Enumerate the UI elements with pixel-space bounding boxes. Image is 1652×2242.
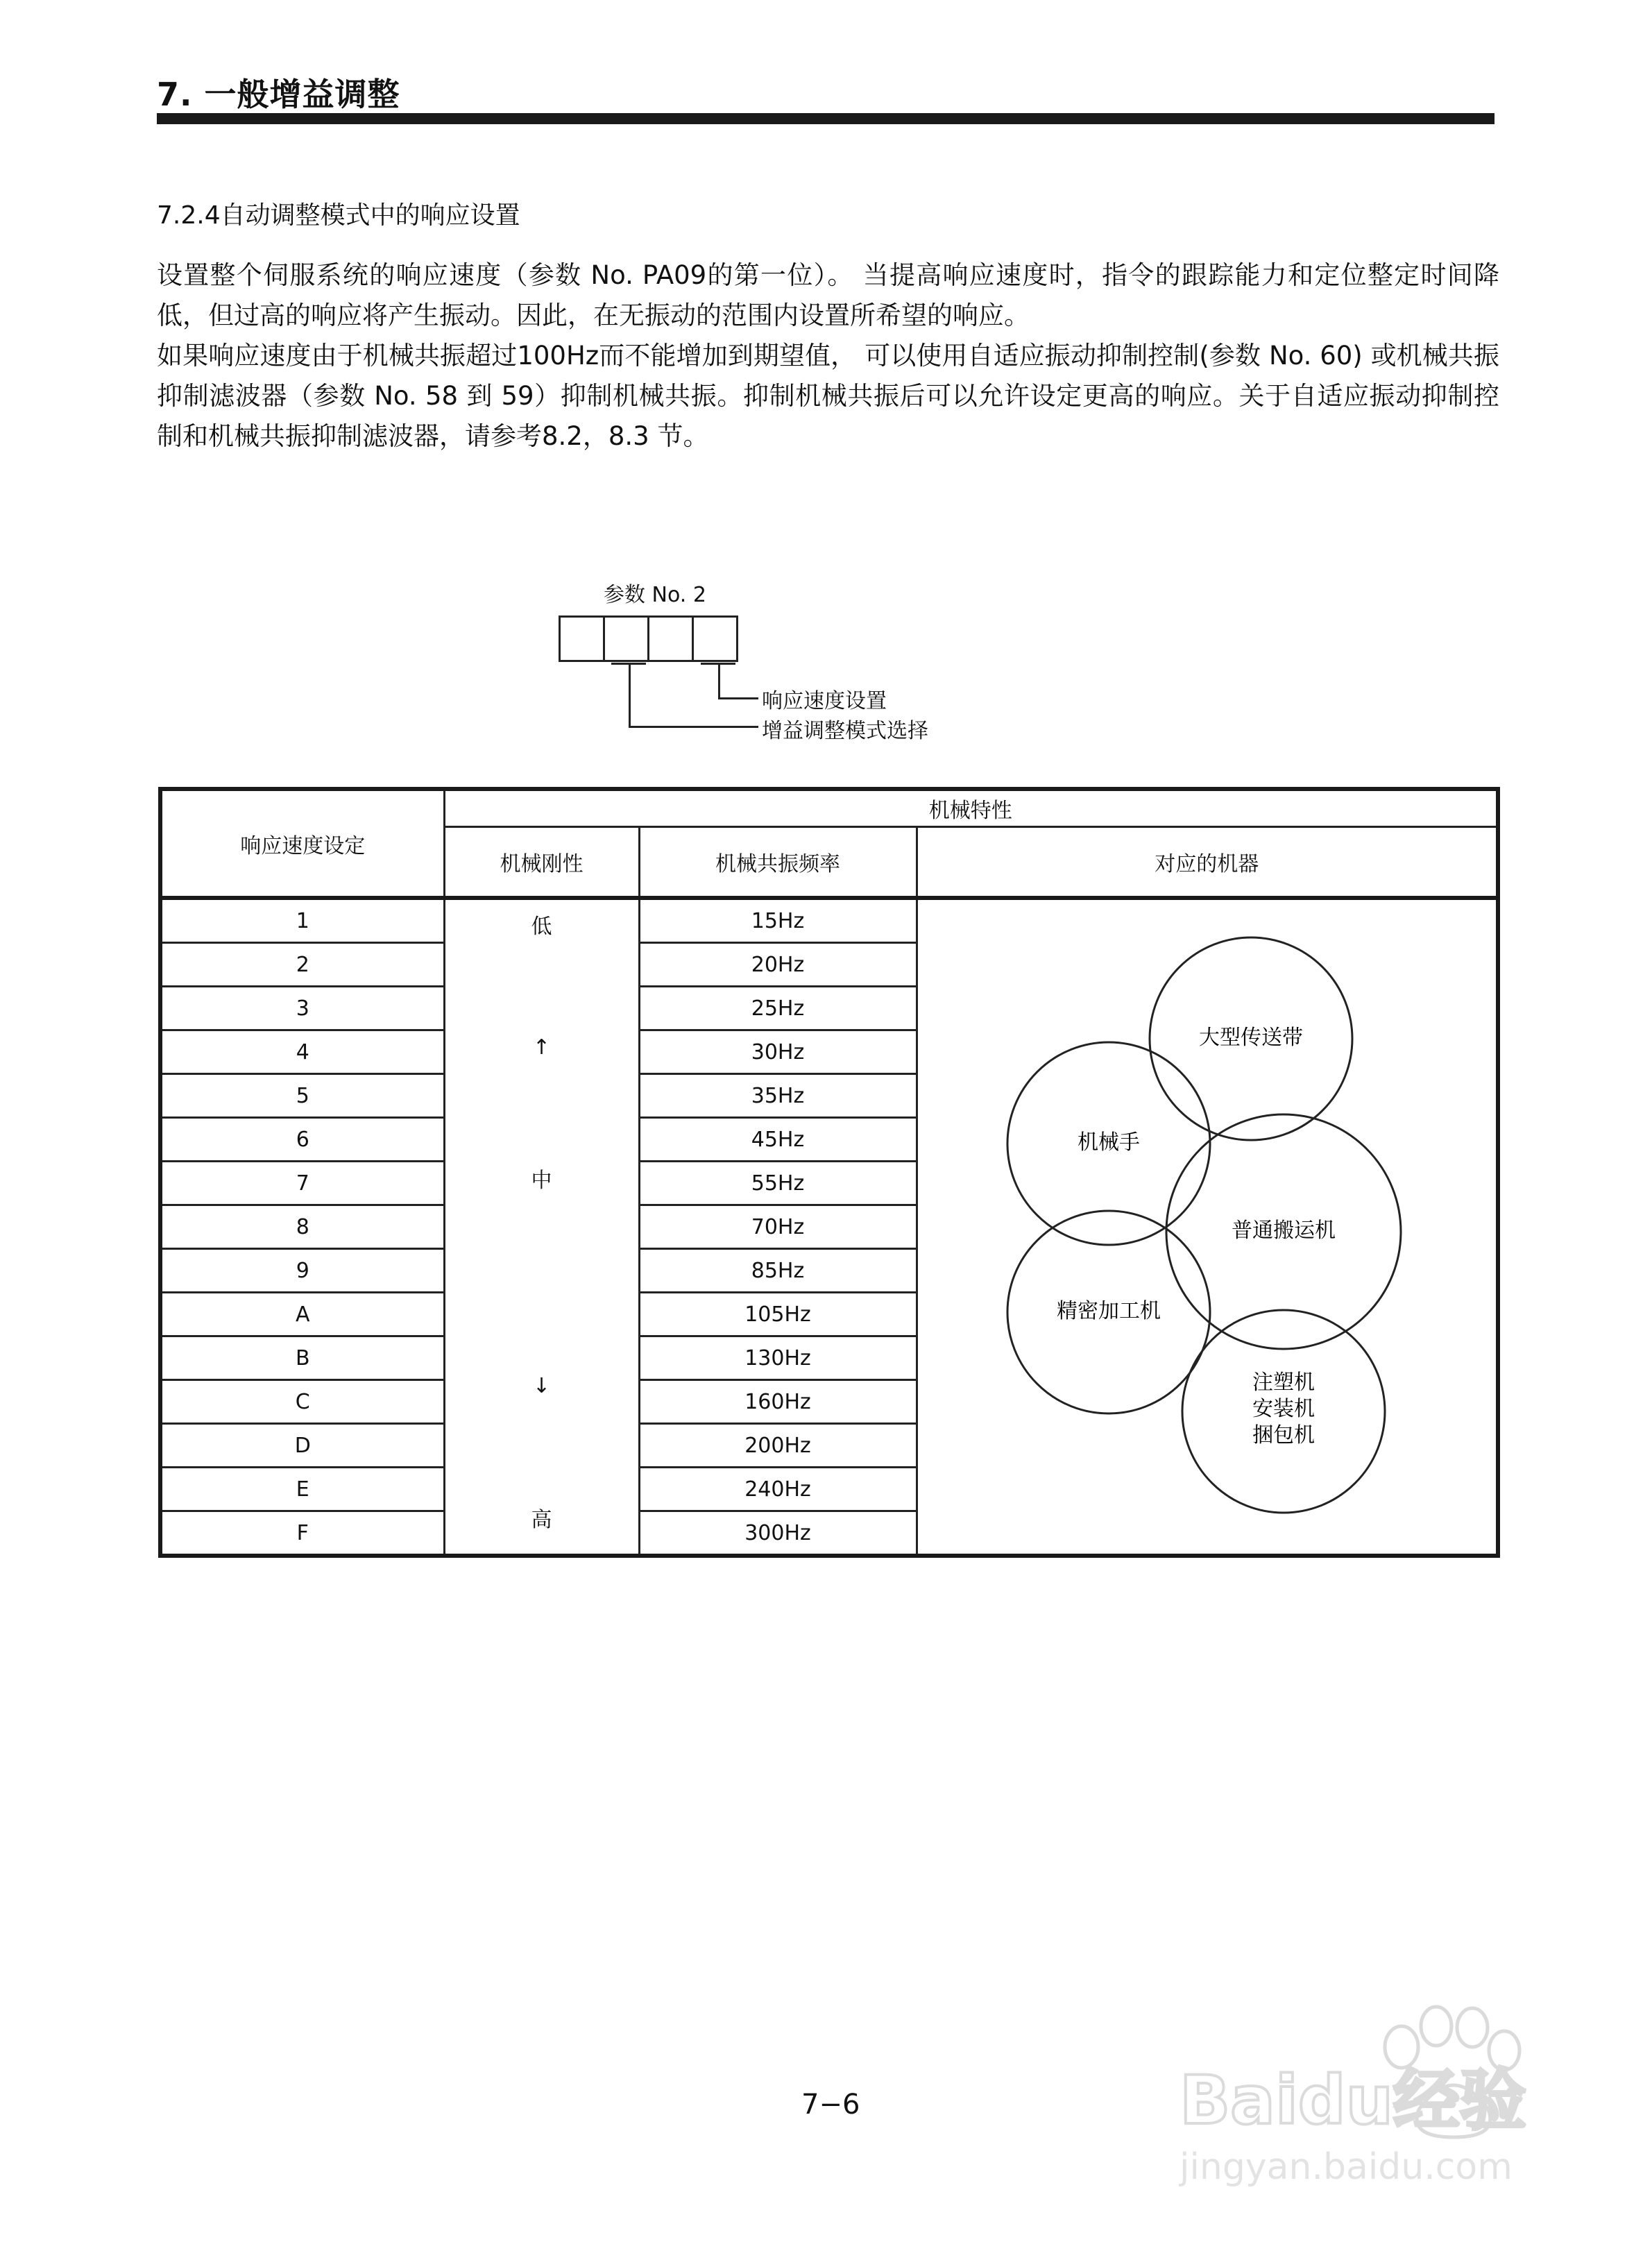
chapter-title: 7. 一般增益调整 — [157, 76, 400, 113]
setting-cell: C — [160, 1380, 444, 1424]
param-digit-box-2 — [603, 615, 649, 662]
stiffness-high: 高 — [531, 1508, 552, 1532]
setting-cell: 7 — [160, 1162, 444, 1205]
header-resonance-frequency: 机械共振频率 — [639, 827, 917, 899]
param-digit-box-4 — [692, 615, 738, 662]
callout-line-gain — [629, 663, 631, 727]
callout-line-response — [718, 663, 720, 699]
header-response-setting: 响应速度设定 — [160, 789, 444, 898]
callout-response-label: 响应速度设置 — [762, 689, 887, 713]
setting-cell: 4 — [160, 1030, 444, 1074]
setting-cell: 3 — [160, 987, 444, 1030]
machines-venn-diagram — [918, 900, 1499, 1535]
frequency-cell: 300Hz — [639, 1511, 917, 1556]
frequency-cell: 20Hz — [639, 943, 917, 987]
frequency-cell: 105Hz — [639, 1293, 917, 1336]
table-row — [160, 898, 1498, 943]
label-injection-molding: 注塑机 — [1252, 1370, 1315, 1395]
setting-cell: 9 — [160, 1249, 444, 1293]
callout-tick-gain — [611, 663, 646, 665]
frequency-cell: 35Hz — [639, 1074, 917, 1118]
paragraph-resonance: 如果响应速度由于机械共振超过100Hz而不能增加到期望值， 可以使用自适应振动抑制控制(参数 No. 60) 或机械共振抑制滤波器（参数 No. 58 到 59）抑制机械共振。抑制机械共振后可以允许设定更高的响应。关于自适应振动抑制控制和机械共振抑制滤波器，请参考8.2，8.3 节。 — [157, 341, 1499, 451]
stiffness-mid: 中 — [531, 1169, 552, 1193]
stiffness-low: 低 — [531, 915, 552, 939]
setting-cell: 8 — [160, 1205, 444, 1249]
page-number: 7−6 — [801, 2089, 860, 2121]
arrow-down-icon: ↓ — [532, 1374, 551, 1398]
response-table — [158, 787, 1500, 1558]
setting-cell: 2 — [160, 943, 444, 987]
setting-cell: 1 — [160, 898, 444, 943]
frequency-cell: 240Hz — [639, 1468, 917, 1511]
param-label: 参数 No. 2 — [604, 583, 706, 607]
param-digit-box-3 — [647, 615, 694, 662]
setting-cell: D — [160, 1424, 444, 1468]
watermark-url: jingyan.baidu.com — [1180, 2146, 1513, 2188]
frequency-cell: 70Hz — [639, 1205, 917, 1249]
setting-cell: E — [160, 1468, 444, 1511]
frequency-cell: 45Hz — [639, 1118, 917, 1162]
frequency-cell: 15Hz — [639, 898, 917, 943]
callout-gain-label: 增益调整模式选择 — [762, 719, 928, 743]
arrow-up-icon: ↑ — [532, 1035, 551, 1060]
label-mounting-machine: 安装机 — [1252, 1397, 1315, 1421]
paragraph-response-speed: 设置整个伺服系统的响应速度（参数 No. PA09的第一位）。 当提高响应速度时，指令的跟踪能力和定位整定时间降低，但过高的响应将产生振动。因此，在无振动的范围内设置所希望的响应。 — [157, 260, 1499, 330]
frequency-cell: 160Hz — [639, 1380, 917, 1424]
baidu-watermark-logo — [1173, 1971, 1561, 2193]
setting-cell: A — [160, 1293, 444, 1336]
frequency-cell: 30Hz — [639, 1030, 917, 1074]
label-general-transport: 普通搬运机 — [1231, 1218, 1336, 1243]
setting-cell: 6 — [160, 1118, 444, 1162]
frequency-cell: 200Hz — [639, 1424, 917, 1468]
title-rule — [157, 113, 1495, 124]
callout-tick-response — [701, 663, 735, 665]
label-packing-machine: 捆包机 — [1252, 1423, 1315, 1447]
label-precision-machining: 精密加工机 — [1056, 1299, 1161, 1323]
frequency-cell: 130Hz — [639, 1336, 917, 1380]
watermark-brand: Baidu经验 — [1180, 2062, 1526, 2139]
frequency-cell: 85Hz — [639, 1249, 917, 1293]
callout-leader-gain — [629, 726, 758, 728]
frequency-cell: 25Hz — [639, 987, 917, 1030]
label-robot-arm: 机械手 — [1077, 1130, 1140, 1155]
setting-cell: 5 — [160, 1074, 444, 1118]
param-digit-box-1 — [559, 615, 605, 662]
section-title: 7.2.4自动调整模式中的响应设置 — [157, 201, 520, 230]
label-large-conveyor: 大型传送带 — [1198, 1026, 1303, 1050]
callout-leader-response — [718, 697, 758, 699]
header-stiffness: 机械刚性 — [444, 827, 639, 899]
setting-cell: F — [160, 1511, 444, 1556]
stiffness-column — [444, 898, 639, 1556]
header-mechanical-characteristics: 机械特性 — [444, 789, 1498, 827]
header-applicable-machines: 对应的机器 — [917, 827, 1498, 899]
setting-cell: B — [160, 1336, 444, 1380]
machines-diagram-cell — [917, 898, 1498, 1556]
frequency-cell: 55Hz — [639, 1162, 917, 1205]
